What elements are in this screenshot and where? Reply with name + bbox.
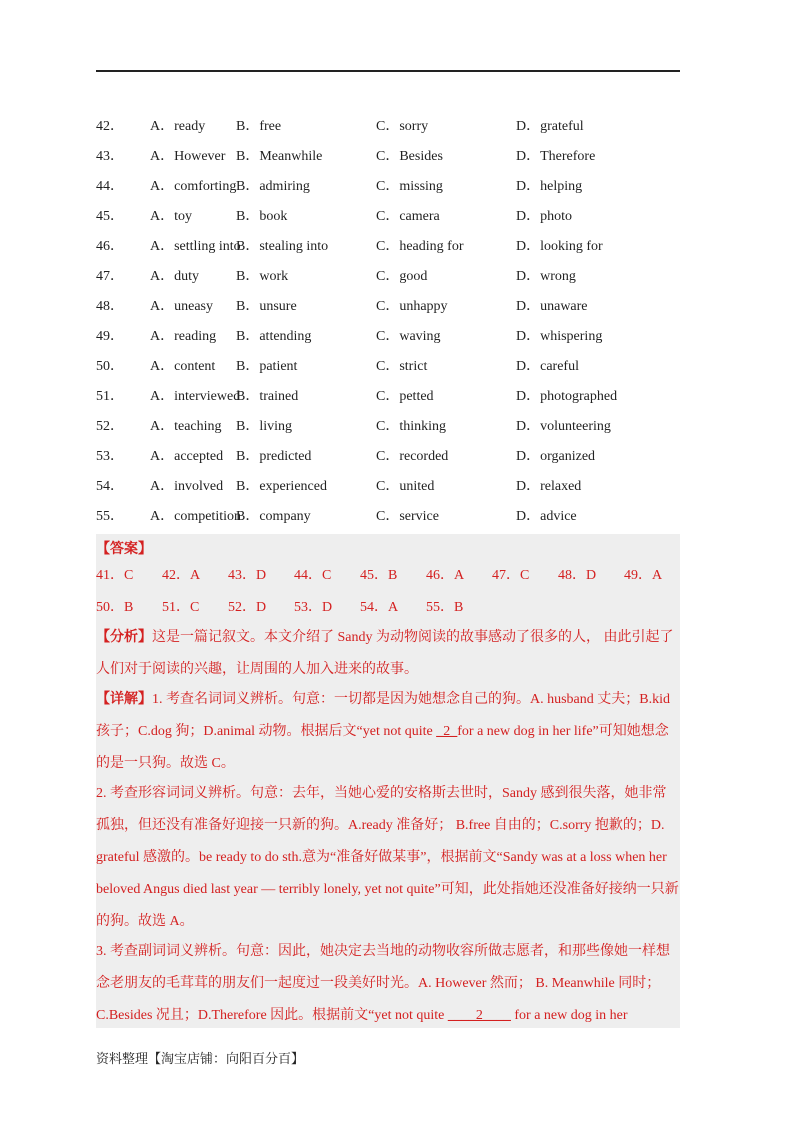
detail-p1-text-2: for a new dog in her life”可知她想念的是一只狗。故选 C。 xyxy=(96,724,669,771)
option-c: C．recorded xyxy=(376,449,449,464)
option-b: B．attending xyxy=(236,329,312,344)
question-number: 45． xyxy=(96,209,124,224)
option-b: B．predicted xyxy=(236,449,312,464)
option-c: C．missing xyxy=(376,179,443,194)
detail-p2-text: 2. 考查形容词词义辨析。句意：去年，当她心爱的安格斯去世时，Sandy 感到很失落，她非常孤独，但还没有准备好迎接一只新的狗。A.ready 准备好； B.free 自由的；C.sorry 抱歉的；D. grateful 感激的。be ready to do sth.意为“准备好做某事”，根据前文“Sandy was at a loss when her beloved Angus died last year — terribly lonely, yet not quite”可知，此处指她还没准备好接纳一只新的狗。故选 A。 xyxy=(96,786,679,929)
footer-source: 资料整理【淘宝店铺：向阳百分百】 xyxy=(96,1052,305,1067)
question-number: 55． xyxy=(96,509,124,524)
option-d: D．relaxed xyxy=(516,479,582,494)
option-a: A．duty xyxy=(150,269,199,284)
question-number: 52． xyxy=(96,419,124,434)
option-row xyxy=(96,412,696,442)
answer-title: 【答案】 xyxy=(96,542,152,557)
answer-item: 48．D xyxy=(558,568,597,583)
answer-item: 54．A xyxy=(360,600,399,615)
option-row xyxy=(96,352,696,382)
option-row xyxy=(96,112,696,142)
option-a: A．comforting xyxy=(150,179,237,194)
option-a: A．teaching xyxy=(150,419,222,434)
option-b: B．Meanwhile xyxy=(236,149,323,164)
option-b: B．patient xyxy=(236,359,298,374)
option-b: B．free xyxy=(236,119,282,134)
option-d: D．advice xyxy=(516,509,577,524)
detail-paragraph-3 xyxy=(96,936,680,1028)
option-b: B．work xyxy=(236,269,289,284)
answer-item: 52．D xyxy=(228,600,267,615)
detail-paragraph-2 xyxy=(96,778,680,938)
answer-item: 41．C xyxy=(96,568,134,583)
question-number: 43． xyxy=(96,149,124,164)
option-a: A．settling into xyxy=(150,239,241,254)
answer-row-2 xyxy=(96,596,680,620)
option-d: D．photo xyxy=(516,209,572,224)
question-number: 42． xyxy=(96,119,124,134)
option-a: A．uneasy xyxy=(150,299,213,314)
option-d: D．Therefore xyxy=(516,149,596,164)
detail-p1-text: 1. 考查名词词义辨析。句意：一切都是因为她想念自己的狗。A. husband 丈夫；B.kid 孩子；C.dog 狗；D.animal 动物。根据后文“yet not quite xyxy=(96,692,670,739)
option-c: C．united xyxy=(376,479,435,494)
question-number: 51． xyxy=(96,389,124,404)
option-c: C．petted xyxy=(376,389,434,404)
option-c: C．heading for xyxy=(376,239,464,254)
question-number: 53． xyxy=(96,449,124,464)
option-d: D．whispering xyxy=(516,329,603,344)
option-c: C．camera xyxy=(376,209,440,224)
option-row xyxy=(96,172,696,202)
detail-p3-text: 3. 考查副词词义辨析。句意：因此，她决定去当地的动物收容所做志愿者，和那些像她一样想念老朋友的毛茸茸的朋友们一起度过一段美好时光。A. However 然而； B. Meanwhile 同时；C.Besides 况且；D.Therefore 因此。根据前文“yet not quite xyxy=(96,944,670,1023)
option-d: D．photographed xyxy=(516,389,618,404)
answer-item: 55．B xyxy=(426,600,464,615)
question-number: 50． xyxy=(96,359,124,374)
option-row xyxy=(96,442,696,472)
answer-item: 45．B xyxy=(360,568,398,583)
answer-section xyxy=(96,534,680,1028)
option-row xyxy=(96,202,696,232)
option-row xyxy=(96,502,696,532)
detail-p3-text-2: for a new dog in her xyxy=(510,1008,628,1023)
option-row xyxy=(96,262,696,292)
option-b: B．company xyxy=(236,509,311,524)
option-d: D．helping xyxy=(516,179,583,194)
option-a: A．accepted xyxy=(150,449,224,464)
detail-p3-blank: ____2____ xyxy=(447,1008,511,1023)
option-a: A．However xyxy=(150,149,226,164)
option-row xyxy=(96,292,696,322)
answer-item: 47．C xyxy=(492,568,530,583)
option-d: D．unaware xyxy=(516,299,588,314)
option-row xyxy=(96,142,696,172)
option-c: C．sorry xyxy=(376,119,429,134)
option-a: A．competition xyxy=(150,509,241,524)
answer-item: 43．D xyxy=(228,568,267,583)
question-number: 44． xyxy=(96,179,124,194)
answer-item: 49．A xyxy=(624,568,663,583)
option-a: A．content xyxy=(150,359,216,374)
answer-item: 44．C xyxy=(294,568,332,583)
option-row xyxy=(96,322,696,352)
option-a: A．involved xyxy=(150,479,224,494)
option-d: D．organized xyxy=(516,449,596,464)
question-number: 54． xyxy=(96,479,124,494)
option-a: A．reading xyxy=(150,329,217,344)
option-c: C．service xyxy=(376,509,439,524)
option-b: B．book xyxy=(236,209,288,224)
option-list xyxy=(96,112,696,532)
option-c: C．thinking xyxy=(376,419,447,434)
analysis-paragraph xyxy=(96,622,680,686)
answer-item: 50．B xyxy=(96,600,134,615)
answer-item: 53．D xyxy=(294,600,333,615)
option-d: D．looking for xyxy=(516,239,603,254)
option-d: D．grateful xyxy=(516,119,584,134)
detail-p1-blank: _2_ xyxy=(436,724,458,739)
option-d: D．wrong xyxy=(516,269,576,284)
option-b: B．admiring xyxy=(236,179,310,194)
analysis-tag: 【分析】 xyxy=(96,630,152,645)
option-c: C．Besides xyxy=(376,149,443,164)
option-b: B．experienced xyxy=(236,479,327,494)
option-c: C．good xyxy=(376,269,428,284)
option-d: D．volunteering xyxy=(516,419,611,434)
question-number: 47． xyxy=(96,269,124,284)
option-c: C．unhappy xyxy=(376,299,448,314)
option-c: C．waving xyxy=(376,329,441,344)
header-rule xyxy=(96,70,680,72)
option-d: D．careful xyxy=(516,359,579,374)
question-number: 48． xyxy=(96,299,124,314)
detail-tag: 【详解】 xyxy=(96,692,152,707)
answer-item: 46．A xyxy=(426,568,465,583)
option-row xyxy=(96,382,696,412)
question-number: 49． xyxy=(96,329,124,344)
option-b: B．living xyxy=(236,419,293,434)
option-b: B．stealing into xyxy=(236,239,329,254)
option-a: A．interviewed xyxy=(150,389,241,404)
option-b: B．trained xyxy=(236,389,299,404)
option-b: B．unsure xyxy=(236,299,297,314)
question-number: 46． xyxy=(96,239,124,254)
option-row xyxy=(96,472,696,502)
detail-paragraph-1 xyxy=(96,684,680,780)
option-c: C．strict xyxy=(376,359,428,374)
answer-item: 42．A xyxy=(162,568,201,583)
answer-item: 51．C xyxy=(162,600,200,615)
answer-row-1 xyxy=(96,564,680,588)
option-row xyxy=(96,232,696,262)
analysis-text: 这是一篇记叙文。本文介绍了 Sandy 为动物阅读的故事感动了很多的人， 由此引起了人们对于阅读的兴趣，让周围的人加入进来的故事。 xyxy=(96,630,674,677)
option-a: A．ready xyxy=(150,119,206,134)
option-a: A．toy xyxy=(150,209,192,224)
